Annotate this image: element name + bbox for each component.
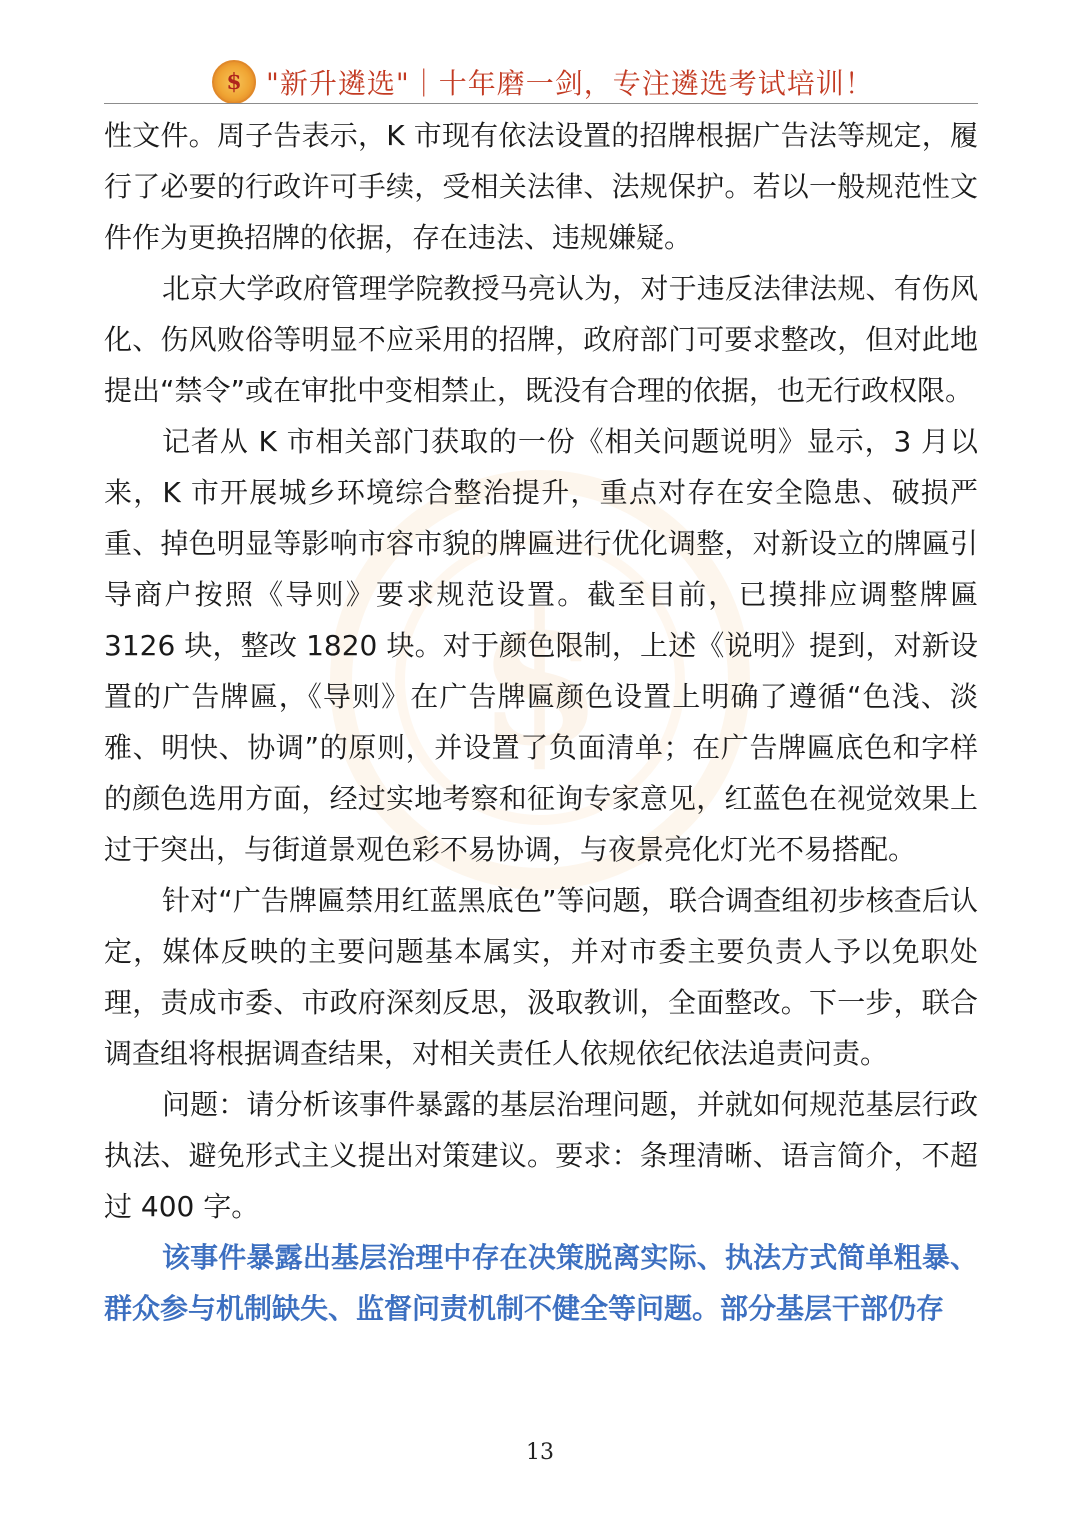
school-logo-icon <box>212 60 256 104</box>
header-divider <box>104 103 978 104</box>
paragraph-answer: 该事件暴露出基层治理中存在决策脱离实际、执法方式简单粗暴、群众参与机制缺失、监督问责机制不健全等问题。部分基层干部仍存 <box>104 1241 978 1325</box>
page-header <box>212 56 874 108</box>
paragraph-investigation: 针对“广告牌匾禁用红蓝黑底色”等问题，联合调查组初步核查后认定，媒体反映的主要问题基本属实，并对市委主要负责人予以免职处理，责成市委、市政府深刻反思，汲取教训，全面整改。下一步，联合调查组将根据调查结果，对相关责任人依规依纪依法追责问责。 <box>104 884 978 1070</box>
paragraph-city-explanation: 记者从 K 市相关部门获取的一份《相关问题说明》显示，3 月以来，K 市开展城乡环境综合整治提升，重点对存在安全隐患、破损严重、掉色明显等影响市容市貌的牌匾进行优化调整，对新设立的牌匾引导商户按照《导则》要求规范设置。截至目前，已摸排应调整牌匾 3126 块，整改 1820 块。对于颜色限制，上述《说明》提到，对新设置的广告牌匾，《导则》在广告牌匾颜色设置上明确了遵循“色浅、淡雅、明快、协调”的原则，并设置了负面清单；在广告牌匾底色和字样的颜色选用方面，经过实地考察和征询专家意见，红蓝色在视觉效果上过于突出，与街道景观色彩不易协调，与夜景亮化灯光不易搭配。 <box>104 425 978 866</box>
logo-glyph: $ <box>226 69 242 95</box>
page-number: 13 <box>526 1440 554 1465</box>
document-body <box>104 110 978 1334</box>
header-title: "新升遴选"｜十年磨一剑，专注遴选考试培训！ <box>266 67 874 100</box>
watermark-logo-icon: $ <box>395 535 685 825</box>
paragraph-professor-opinion: 北京大学政府管理学院教授马亮认为，对于违反法律法规、有伤风化、伤风败俗等明显不应采用的招牌，政府部门可要求整改，但对此地提出“禁令”或在审批中变相禁止，既没有合理的依据，也无行政权限。 <box>104 272 978 407</box>
paragraph-question: 问题：请分析该事件暴露的基层治理问题，并就如何规范基层行政执法、避免形式主义提出对策建议。要求：条理清晰、语言简介，不超过 400 字。 <box>104 1088 978 1223</box>
paragraph-continuation: 性文件。周子告表示，K 市现有依法设置的招牌根据广告法等规定，履行了必要的行政许可手续，受相关法律、法规保护。若以一般规范性文件作为更换招牌的依据，存在违法、违规嫌疑。 <box>104 119 978 254</box>
